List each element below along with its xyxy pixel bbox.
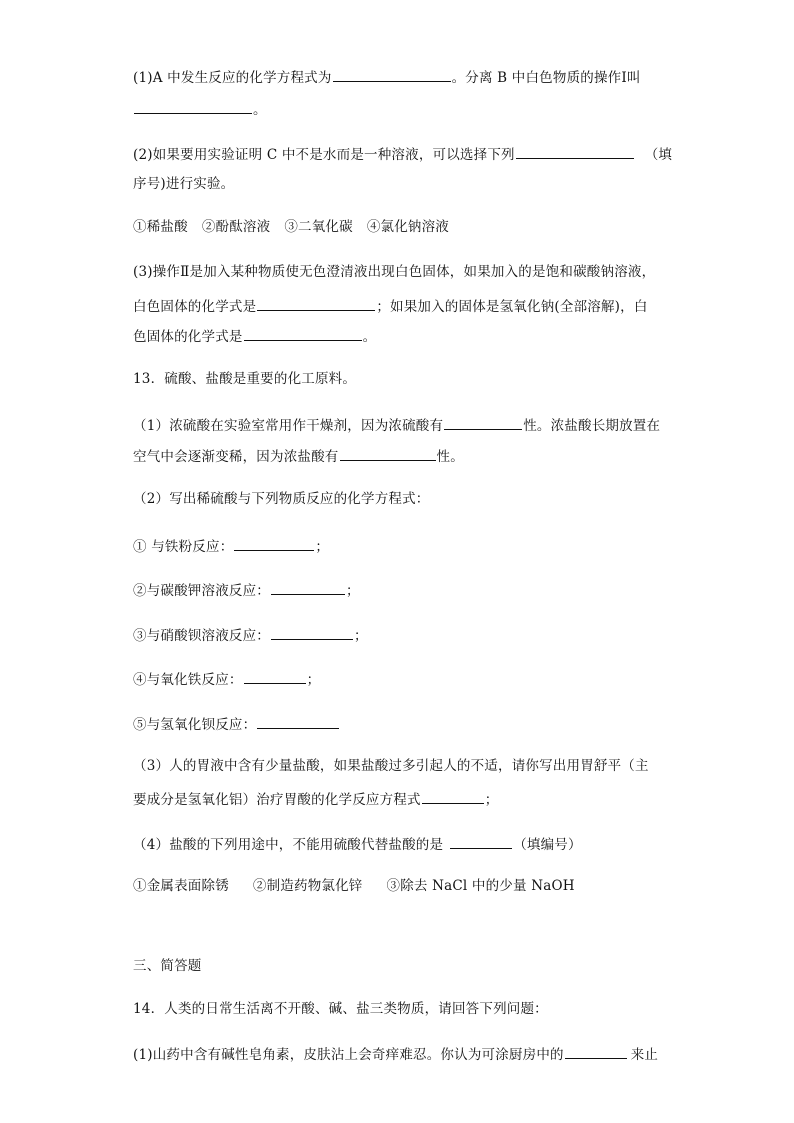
q12-part3-text-a: (3)操作Ⅱ是加入某种物质使无色澄清液出现白色固体，如果加入的是饱和碳酸钠溶液， [133, 264, 656, 280]
section-heading [133, 960, 202, 974]
q12-part1-text-a: (1)A 中发生反应的化学方程式为 [133, 70, 332, 86]
q12-part1-line1 [133, 69, 641, 86]
q13-use-1: ①金属表面除锈 [133, 878, 229, 894]
q13-part1-line1 [133, 417, 660, 434]
q13-part3-line2 [133, 791, 498, 808]
q12-formula-blank-2[interactable] [244, 328, 362, 341]
q12-options [133, 221, 449, 235]
q13-part1-text-a: （1）浓硫酸在实验室常用作干燥剂，因为浓硫酸有 [133, 418, 444, 434]
q13-part1-text-d: 性。 [436, 449, 464, 465]
q12-equation-blank[interactable] [333, 69, 451, 82]
q13-part4-text-b: （填编号） [513, 837, 582, 853]
q13-reaction-2 [133, 582, 360, 599]
q13-reaction-2-label: ②与碳酸钾溶液反应： [133, 583, 270, 599]
q13-reaction-3-label: ③与硝酸钡溶液反应： [133, 628, 270, 644]
q14-part1-text-a: (1)山药中含有碱性皂角素，皮肤沾上会奇痒难忍。你认为可涂厨房中的 [133, 1047, 564, 1063]
q12-part3-line2 [133, 298, 648, 315]
q13-reaction-2-blank[interactable] [271, 582, 345, 595]
q13-reaction-4 [133, 671, 320, 688]
q13-reaction-5 [133, 716, 340, 733]
q13-uses [133, 880, 575, 894]
q13-part3-text-b: 要成分是氢氧化铝）治疗胃酸的化学反应方程式 [133, 792, 421, 808]
q13-part2 [133, 493, 430, 507]
q12-part2-text-a: (2)如果要用实验证明 C 中不是水而是一种溶液，可以选择下列 [133, 147, 515, 163]
q13-part1-text-c: 空气中会逐渐变稀，因为浓盐酸有 [133, 449, 339, 465]
q13-reaction-4-end: ； [306, 672, 321, 688]
q13-property-blank-2[interactable] [340, 448, 436, 461]
q13-reaction-1-label: ① 与铁粉反应： [133, 539, 234, 555]
q12-part1-text-c: 。 [253, 102, 267, 118]
q13-reaction-1 [133, 538, 329, 555]
q12-part1-text-b: 。分离 B 中白色物质的操作Ⅰ叫 [451, 70, 641, 86]
q13-reaction-4-blank[interactable] [244, 671, 306, 684]
q12-option-blank[interactable] [516, 146, 634, 159]
q13-stem-text: 13．硫酸、盐酸是重要的化工原料。 [133, 371, 357, 387]
q13-use-blank[interactable] [450, 836, 512, 849]
q13-reaction-5-label: ⑤与氢氧化钡反应： [133, 717, 257, 733]
q13-use-3: ③除去 NaCl 中的少量 NaOH [386, 878, 575, 894]
q12-operation-blank[interactable] [134, 101, 252, 114]
q12-part3-line1 [133, 266, 655, 280]
q14-substance-blank[interactable] [565, 1046, 627, 1059]
q12-part2-line1 [133, 146, 672, 163]
q12-option-1: ①稀盐酸 [133, 219, 188, 235]
q14-stem [133, 1003, 548, 1017]
q12-part3-text-c: ；如果加入的固体是氢氧化钠(全部溶解)，白 [376, 299, 648, 315]
q13-equation-blank[interactable] [422, 791, 484, 804]
q12-part3-line3 [133, 328, 376, 345]
q12-formula-blank-1[interactable] [257, 298, 375, 311]
q12-option-4: ④氯化钠溶液 [366, 219, 450, 235]
q14-part1-line1 [133, 1046, 658, 1063]
q13-part4 [133, 836, 582, 853]
q13-reaction-3-blank[interactable] [271, 627, 353, 640]
q13-reaction-4-label: ④与氧化铁反应： [133, 672, 243, 688]
q12-part2-text-c: 序号)进行实验。 [133, 176, 235, 192]
q13-stem [133, 373, 356, 387]
q13-part1-line2 [133, 448, 464, 465]
q12-part3-text-e: 。 [362, 329, 377, 345]
q13-reaction-1-end: ； [315, 539, 330, 555]
q13-property-blank-1[interactable] [444, 417, 522, 430]
q13-reaction-1-blank[interactable] [234, 538, 314, 551]
q14-stem-text: 14．人类的日常生活离不开酸、碱、盐三类物质，请回答下列问题： [133, 1001, 548, 1017]
q12-part3-text-d: 色固体的化学式是 [133, 329, 243, 345]
q13-use-2: ②制造药物氯化锌 [252, 878, 363, 894]
q12-part1-line2 [133, 101, 267, 118]
q13-part2-text: （2）写出稀硫酸与下列物质反应的化学方程式： [133, 491, 430, 507]
q13-part3-line1 [133, 760, 649, 774]
q13-reaction-3 [133, 627, 368, 644]
q13-reaction-2-end: ； [346, 583, 360, 599]
q14-part1-text-b: 来止 [630, 1047, 659, 1063]
q13-part4-text-a: （4）盐酸的下列用途中，不能用硫酸代替盐酸的是 [133, 837, 444, 853]
q12-part2-text-b: （填 [644, 147, 673, 163]
q13-part3-text-a: （3）人的胃液中含有少量盐酸，如果盐酸过多引起人的不适，请你写出用胃舒平（主 [133, 758, 649, 774]
q13-part3-text-c: ； [484, 792, 499, 808]
q13-reaction-3-end: ； [354, 628, 368, 644]
q12-option-3: ③二氧化碳 [284, 219, 353, 235]
q12-option-2: ②酚酞溶液 [201, 219, 271, 235]
section-heading-text: 三、简答题 [133, 958, 202, 974]
q12-part2-line2 [133, 178, 234, 192]
q12-part3-text-b: 白色固体的化学式是 [133, 299, 257, 315]
q13-reaction-5-blank[interactable] [257, 716, 339, 729]
q13-part1-text-b: 性。浓盐酸长期放置在 [523, 418, 661, 434]
